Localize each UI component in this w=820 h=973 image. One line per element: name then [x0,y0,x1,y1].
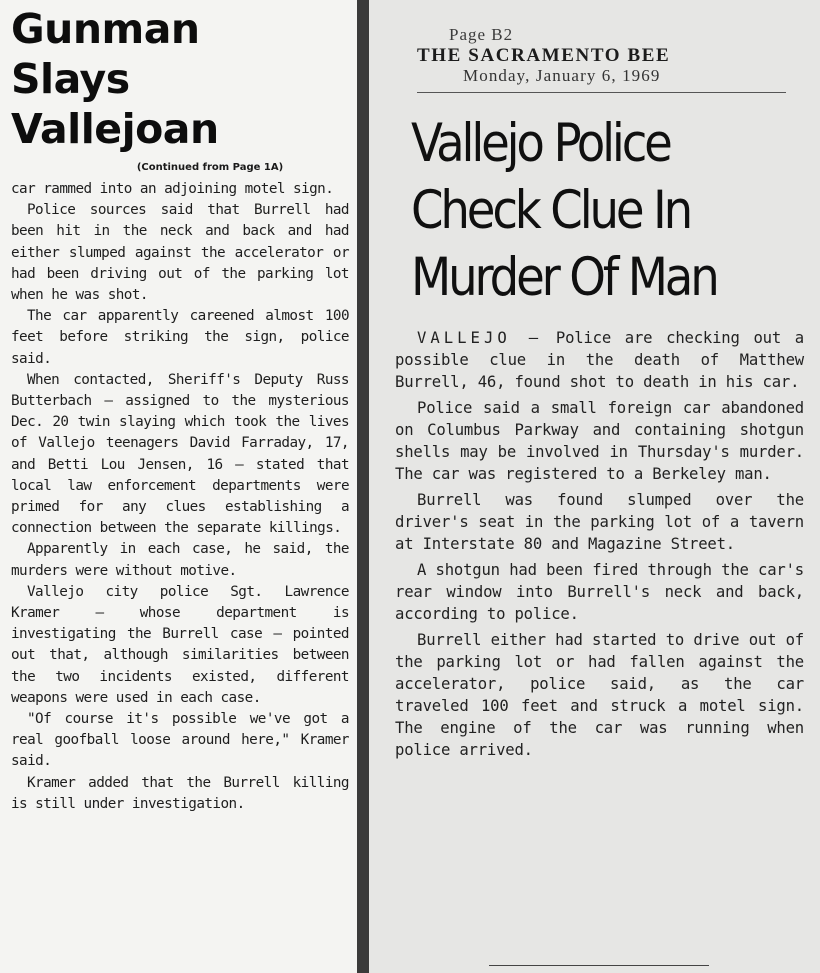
masthead-rule [417,92,786,93]
page-number: Page B2 [449,25,514,44]
left-headline-line: Gunman [11,5,200,53]
left-article-body [11,179,349,815]
clipping-divider [357,0,369,973]
left-paragraph: Vallejo city police Sgt. Lawrence Kramer — whose department is investigating the Burrell case — pointed out that, although similarities between the two incidents existed, different weapons were used in each case. [11,583,349,706]
left-headline-line: Vallejoan [11,105,219,153]
right-article-body [395,327,804,761]
left-paragraph: When contacted, Sheriff's Deputy Russ Butterbach — assigned to the mysterious Dec. 20 twin slaying which took the lives of Vallejo teenagers David Farraday, 17, and Betti Lou Jensen, 16 — stated that local law enforcement departments were primed for any clues establishing a connection between the separate killings. [11,371,349,537]
right-clipping [369,0,820,973]
left-paragraph: Police sources said that Burrell had been hit in the neck and back and had either slumped against the accelerator or had been driving out of the parking lot when he was shot. [11,202,349,304]
left-headline-line: Slays [11,55,130,103]
left-paragraph: "Of course it's possible we've got a real goofball loose around here," Kramer said. [11,711,349,770]
masthead [395,0,804,104]
dateline: VALLEJO — [417,329,543,347]
publication-date: Monday, January 6, 1969 [463,66,661,85]
right-headline-line: Check Clue In [411,180,691,241]
right-paragraph: A shotgun had been fired through the car's rear window into Burrell's neck and back, according to police. [395,561,804,623]
left-headline [11,4,349,154]
right-paragraph: Burrell either had started to drive out of the parking lot or had fallen against the accelerator, police said, as the car traveled 100 feet and struck a motel sign. The engine of the car was running when police arrived. [395,631,804,759]
left-clipping [0,0,357,973]
right-paragraph [395,327,804,393]
left-paragraph: The car apparently careened almost 100 feet before striking the sign, police said. [11,308,349,367]
newspaper-name: THE SACRAMENTO BEE [417,45,671,66]
right-headline-line: Murder Of Man [411,247,717,308]
right-headline [411,110,816,311]
right-headline-line: Vallejo Police [411,113,670,174]
continued-note: (Continued from Page 1A) [136,162,284,173]
left-paragraph: car rammed into an adjoining motel sign. [11,181,334,197]
right-paragraph: Burrell was found slumped over the driver's seat in the parking lot of a tavern at Interstate 80 and Magazine Street. [395,491,804,553]
left-paragraph: Apparently in each case, he said, the murders were without motive. [11,541,349,579]
left-paragraph: Kramer added that the Burrell killing is still under investigation. [11,774,349,812]
end-rule [489,965,709,966]
right-paragraph: Police said a small foreign car abandoned on Columbus Parkway and containing shotgun shells may be involved in Thursday's murder. The car was registered to a Berkeley man. [395,399,804,483]
right-paragraph-text: Police are checking out a possible clue in the death of Matthew Burrell, 46, found shot to death in his car. [395,329,804,391]
